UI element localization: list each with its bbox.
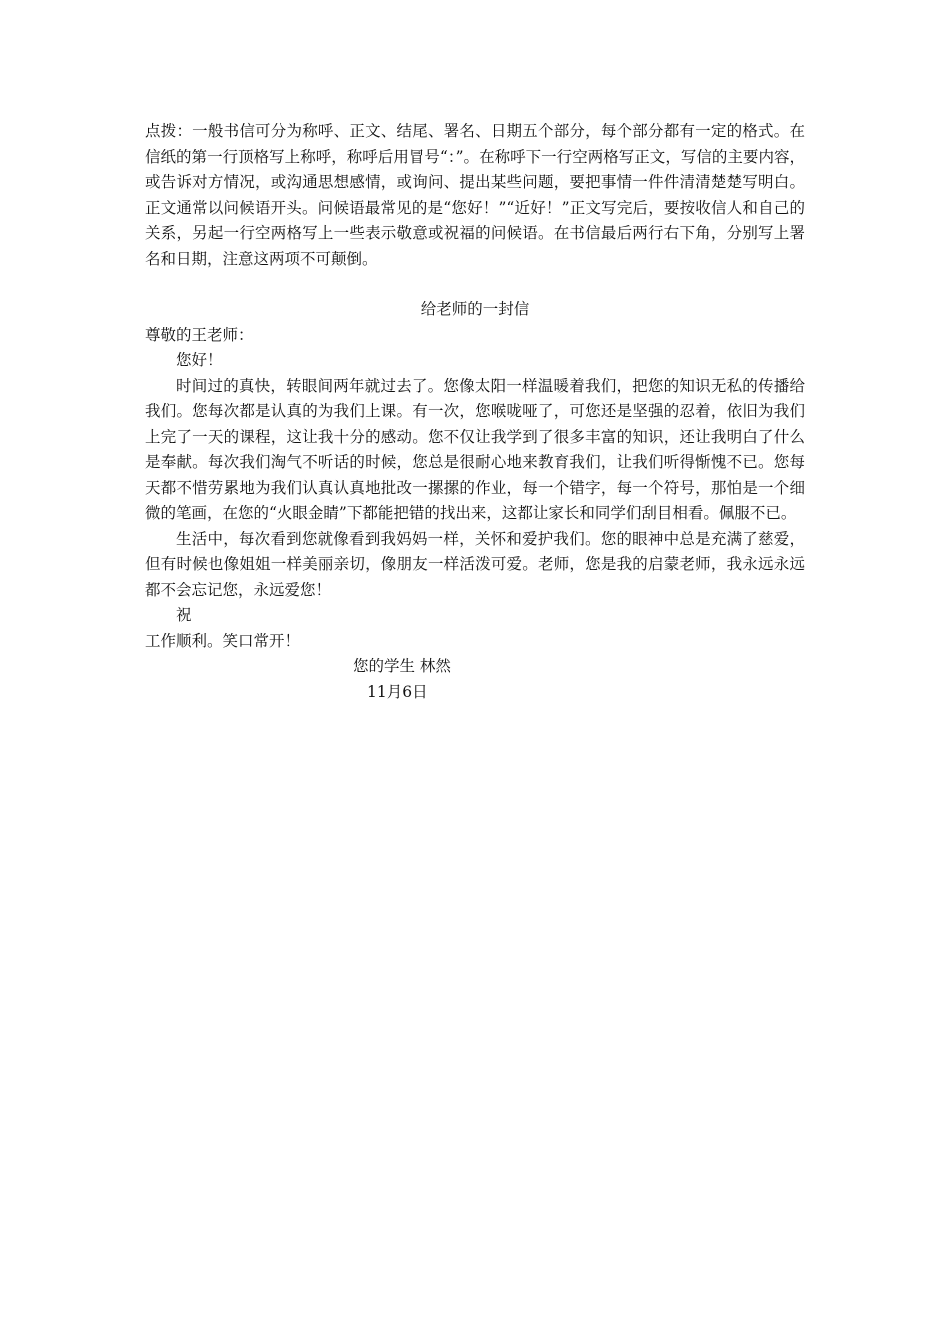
document-page — [145, 119, 805, 705]
letter-date: 11月6日 — [367, 682, 428, 701]
letter-greeting: 您好！ — [176, 351, 223, 369]
letter-body-paragraph-2: 生活中，每次看到您就像看到我妈妈一样，关怀和爱护我们。您的眼神中总是充满了慈爱，但有时候也像姐姐一样美丽亲切，像朋友一样活泼可爱。老师，您是我的启蒙老师，我永远永远都不会忘记您，永远爱您！ — [145, 529, 805, 599]
letter-signature: 您的学生 林然 — [353, 657, 451, 675]
letter-closing-blessing: 工作顺利。笑口常开！ — [145, 631, 301, 650]
letter-salutation: 尊敬的王老师： — [145, 325, 254, 344]
spacer — [145, 272, 805, 297]
letter-title: 给老师的一封信 — [420, 300, 530, 318]
writing-tips-paragraph: 点拨：一般书信可分为称呼、正文、结尾、署名、日期五个部分，每个部分都有一定的格式。在信纸的第一行顶格写上称呼，称呼后用冒号“：”。在称呼下一行空两格写正文，写信的主要内容，或告诉对方情况，或沟通思想感情，或询问、提出某些问题，要把事情一件件清清楚楚写明白。正文通常以问候语开头。问候语最常见的是“您好！”“近好！”正文写完后，要按收信人和自己的关系，另起一行空两格写上一些表示敬意或祝福的问候语。在书信最后两行右下角，分别写上署名和日期，注意这两项不可颠倒。 — [145, 122, 805, 268]
letter-closing-wish: 祝 — [176, 606, 192, 624]
letter-body-paragraph-1: 时间过的真快，转眼间两年就过去了。您像太阳一样温暖着我们，把您的知识无私的传播给我们。您每次都是认真的为我们上课。有一次，您喉咙哑了，可您还是坚强的忍着，依旧为我们上完了一天的课程，这让我十分的感动。您不仅让我学到了很多丰富的知识，还让我明白了什么是奉献。每次我们淘气不听话的时候，您总是很耐心地来教育我们，让我们听得惭愧不已。您每天都不惜劳累地为我们认真认真地批改一摞摞的作业，每一个错字，每一个符号，那怕是一个细微的笔画，在您的“火眼金睛”下都能把错的找出来，这都让家长和同学们刮目相看。佩服不已。 — [145, 376, 805, 522]
